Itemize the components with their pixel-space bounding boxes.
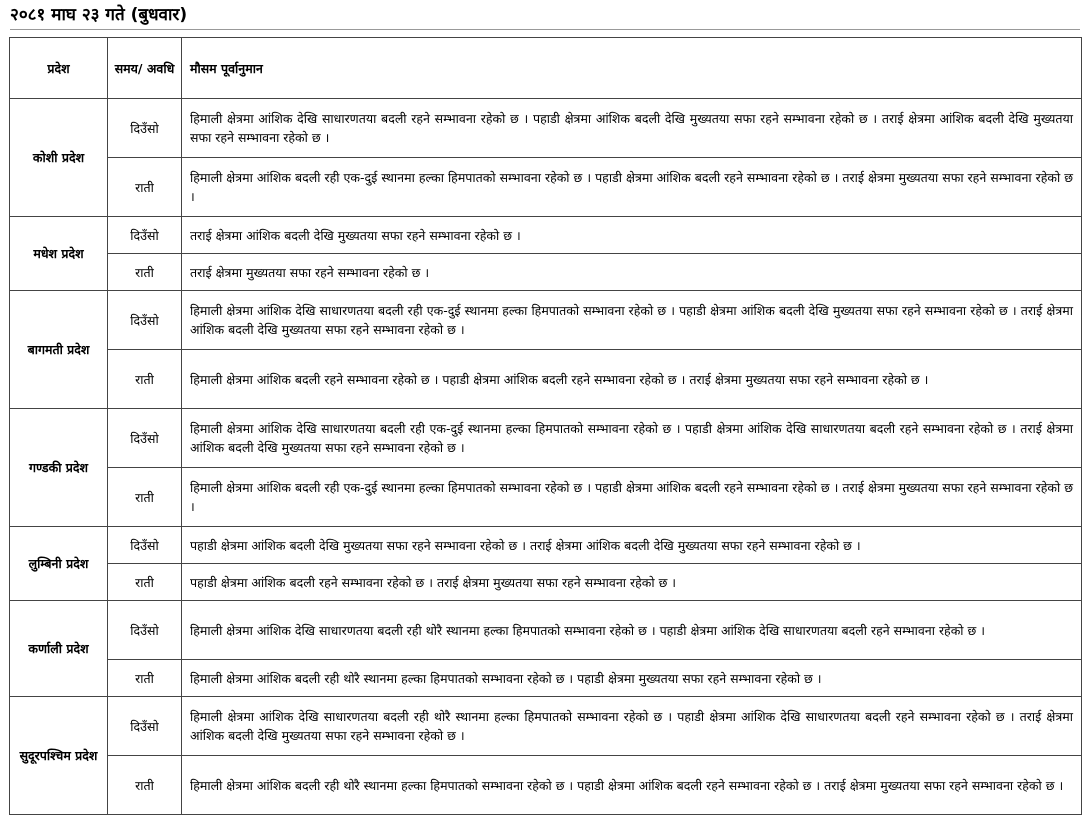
forecast-cell: हिमाली क्षेत्रमा आंशिक देखि साधारणतया बदली रहने सम्भावना रहेको छ । पहाडी क्षेत्रमा आंशिक बदली देखि मुख्यतया सफा रहने सम्भावना रहेको छ । तराई क्षेत्रमा आंशिक बदली देखि मुख्यतया सफा रहने सम्भावना रहेको छ । — [182, 99, 1082, 158]
forecast-cell: हिमाली क्षेत्रमा आंशिक बदली रही एक-दुई स्थानमा हल्का हिमपातको सम्भावना रहेको छ । पहाडी क्षेत्रमा आंशिक बदली रहने सम्भावना रहेको छ । तराई क्षेत्रमा मुख्यतया सफा रहने सम्भावना रहेको छ । — [182, 468, 1082, 527]
province-cell: गण्डकी प्रदेश — [10, 409, 108, 527]
table-row — [10, 468, 1082, 527]
province-cell: कोशी प्रदेश — [10, 99, 108, 217]
forecast-cell: हिमाली क्षेत्रमा आंशिक देखि साधारणतया बदली रही एक-दुई स्थानमा हल्का हिमपातको सम्भावना रहेको छ । पहाडी क्षेत्रमा आंशिक बदली देखि मुख्यतया सफा रहने सम्भावना रहेको छ । तराई क्षेत्रमा आंशिक बदली देखि मुख्यतया सफा रहने सम्भावना रहेको छ । — [182, 291, 1082, 350]
province-cell: कर्णाली प्रदेश — [10, 601, 108, 697]
period-cell: दिउँसो — [108, 291, 182, 350]
header-period: समय/ अवधि — [108, 38, 182, 99]
period-cell: दिउँसो — [108, 217, 182, 254]
forecast-cell: हिमाली क्षेत्रमा आंशिक बदली रही एक-दुई स्थानमा हल्का हिमपातको सम्भावना रहेको छ । पहाडी क्षेत्रमा आंशिक बदली रहने सम्भावना रहेको छ । तराई क्षेत्रमा मुख्यतया सफा रहने सम्भावना रहेको छ । — [182, 158, 1082, 217]
period-cell: राती — [108, 756, 182, 815]
province-cell: बागमती प्रदेश — [10, 291, 108, 409]
table-row — [10, 756, 1082, 815]
period-cell: दिउँसो — [108, 601, 182, 660]
header-province: प्रदेश — [10, 38, 108, 99]
table-row — [10, 697, 1082, 756]
table-row — [10, 291, 1082, 350]
header-forecast: मौसम पूर्वानुमान — [182, 38, 1082, 99]
period-cell: दिउँसो — [108, 409, 182, 468]
period-cell: राती — [108, 158, 182, 217]
table-row — [10, 564, 1082, 601]
forecast-cell: हिमाली क्षेत्रमा आंशिक बदली रही थोरै स्थानमा हल्का हिमपातको सम्भावना रहेको छ । पहाडी क्षेत्रमा मुख्यतया सफा रहने सम्भावना रहेको छ । — [182, 660, 1082, 697]
table-row — [10, 601, 1082, 660]
forecast-cell: हिमाली क्षेत्रमा आंशिक बदली रहने सम्भावना रहेको छ । पहाडी क्षेत्रमा आंशिक बदली रहने सम्भावना रहेको छ । तराई क्षेत्रमा मुख्यतया सफा रहने सम्भावना रहेको छ । — [182, 350, 1082, 409]
forecast-table — [9, 37, 1082, 815]
table-row — [10, 350, 1082, 409]
forecast-cell: पहाडी क्षेत्रमा आंशिक बदली देखि मुख्यतया सफा रहने सम्भावना रहेको छ । तराई क्षेत्रमा आंशिक बदली देखि मुख्यतया सफा रहने सम्भावना रहेको छ । — [182, 527, 1082, 564]
table-row — [10, 158, 1082, 217]
forecast-cell: हिमाली क्षेत्रमा आंशिक देखि साधारणतया बदली रही एक-दुई स्थानमा हल्का हिमपातको सम्भावना रहेको छ । पहाडी क्षेत्रमा आंशिक देखि साधारणतया बदली रहने सम्भावना रहेको छ । तराई क्षेत्रमा आंशिक बदली देखि मुख्यतया सफा रहने सम्भावना रहेको छ । — [182, 409, 1082, 468]
period-cell: राती — [108, 660, 182, 697]
province-cell: सुदूरपश्चिम प्रदेश — [10, 697, 108, 815]
period-cell: दिउँसो — [108, 527, 182, 564]
table-row — [10, 409, 1082, 468]
period-cell: दिउँसो — [108, 697, 182, 756]
table-row — [10, 254, 1082, 291]
table-row — [10, 527, 1082, 564]
forecast-cell: पहाडी क्षेत्रमा आंशिक बदली रहने सम्भावना रहेको छ । तराई क्षेत्रमा मुख्यतया सफा रहने सम्भावना रहेको छ । — [182, 564, 1082, 601]
province-cell: मधेश प्रदेश — [10, 217, 108, 291]
period-cell: राती — [108, 350, 182, 409]
forecast-cell: हिमाली क्षेत्रमा आंशिक देखि साधारणतया बदली रही थोरै स्थानमा हल्का हिमपातको सम्भावना रहेको छ । पहाडी क्षेत्रमा आंशिक देखि साधारणतया बदली रहने सम्भावना रहेको छ । — [182, 601, 1082, 660]
period-cell: दिउँसो — [108, 99, 182, 158]
period-cell: राती — [108, 254, 182, 291]
date-heading: २०८१ माघ २३ गते (बुधवार) — [10, 0, 1080, 30]
period-cell: राती — [108, 468, 182, 527]
table-header-row — [10, 38, 1082, 99]
table-row — [10, 660, 1082, 697]
forecast-cell: हिमाली क्षेत्रमा आंशिक देखि साधारणतया बदली रही थोरै स्थानमा हल्का हिमपातको सम्भावना रहेको छ । पहाडी क्षेत्रमा आंशिक देखि साधारणतया बदली रहने सम्भावना रहेको छ । तराई क्षेत्रमा आंशिक बदली देखि मुख्यतया सफा रहने सम्भावना रहेको छ । — [182, 697, 1082, 756]
table-row — [10, 99, 1082, 158]
province-cell: लुम्बिनी प्रदेश — [10, 527, 108, 601]
forecast-cell: तराई क्षेत्रमा मुख्यतया सफा रहने सम्भावना रहेको छ । — [182, 254, 1082, 291]
table-row — [10, 217, 1082, 254]
forecast-cell: तराई क्षेत्रमा आंशिक बदली देखि मुख्यतया सफा रहने सम्भावना रहेको छ । — [182, 217, 1082, 254]
period-cell: राती — [108, 564, 182, 601]
forecast-cell: हिमाली क्षेत्रमा आंशिक बदली रही थोरै स्थानमा हल्का हिमपातको सम्भावना रहेको छ । पहाडी क्षेत्रमा आंशिक बदली रहने सम्भावना रहेको छ । तराई क्षेत्रमा मुख्यतया सफा रहने सम्भावना रहेको छ । — [182, 756, 1082, 815]
